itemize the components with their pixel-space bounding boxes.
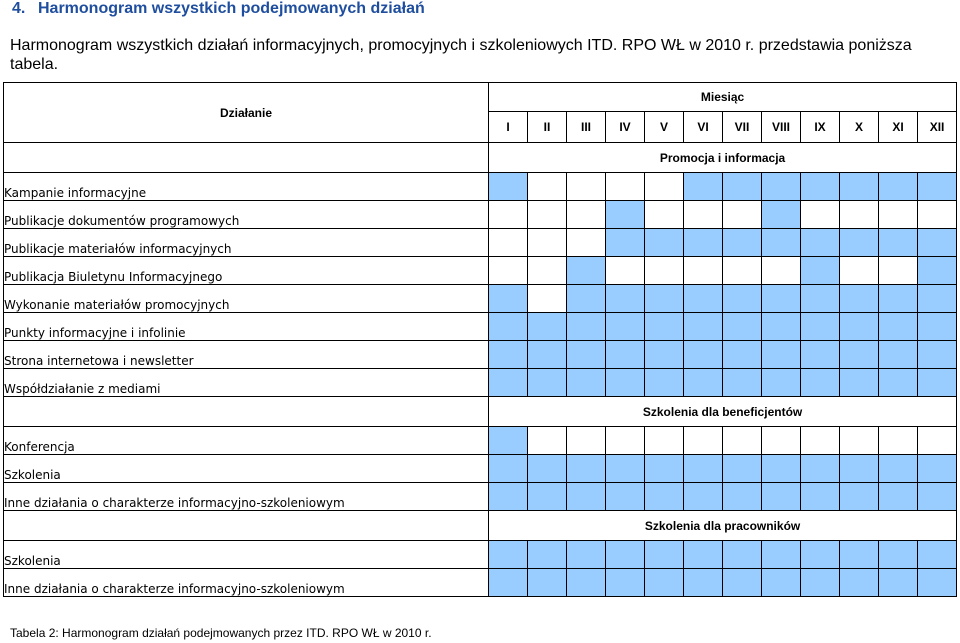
schedule-cell-filled [840, 173, 879, 201]
schedule-cell-empty [840, 427, 879, 455]
schedule-cell-filled [489, 313, 528, 341]
section-title: Promocja i informacja [489, 143, 957, 173]
month-header: XII [918, 112, 957, 143]
schedule-cell-filled [879, 455, 918, 483]
schedule-cell-empty [528, 427, 567, 455]
schedule-cell-filled [762, 569, 801, 597]
schedule-cell-empty [567, 229, 606, 257]
schedule-cell-filled [723, 229, 762, 257]
schedule-cell-empty [723, 201, 762, 229]
schedule-cell-filled [606, 541, 645, 569]
section-spacer [4, 143, 489, 173]
schedule-cell-filled [840, 369, 879, 397]
schedule-cell-filled [879, 313, 918, 341]
schedule-cell-filled [801, 455, 840, 483]
schedule-cell-filled [645, 313, 684, 341]
section-spacer [4, 511, 489, 541]
schedule-cell-empty [684, 427, 723, 455]
schedule-cell-filled [645, 341, 684, 369]
schedule-cell-filled [879, 229, 918, 257]
schedule-cell-empty [645, 257, 684, 285]
schedule-cell-filled [879, 541, 918, 569]
schedule-cell-filled [840, 313, 879, 341]
schedule-cell-empty [567, 201, 606, 229]
schedule-cell-filled [606, 483, 645, 511]
schedule-cell-filled [567, 341, 606, 369]
section-row [4, 511, 957, 541]
schedule-cell-empty [489, 201, 528, 229]
schedule-cell-filled [762, 341, 801, 369]
schedule-cell-filled [645, 483, 684, 511]
schedule-cell-filled [801, 369, 840, 397]
schedule-cell-filled [606, 285, 645, 313]
month-header: I [489, 112, 528, 143]
schedule-cell-filled [489, 569, 528, 597]
schedule-cell-empty [645, 173, 684, 201]
header-row [4, 83, 957, 112]
schedule-cell-filled [879, 341, 918, 369]
schedule-cell-filled [489, 483, 528, 511]
month-header: IX [801, 112, 840, 143]
schedule-cell-empty [528, 257, 567, 285]
schedule-cell-empty [840, 257, 879, 285]
schedule-cell-filled [645, 285, 684, 313]
month-header: II [528, 112, 567, 143]
schedule-cell-filled [723, 285, 762, 313]
schedule-cell-filled [645, 229, 684, 257]
schedule-cell-filled [567, 369, 606, 397]
schedule-cell-filled [918, 173, 957, 201]
table-row [4, 173, 957, 201]
activity-label: Szkolenia [4, 455, 489, 483]
schedule-cell-empty [567, 427, 606, 455]
schedule-cell-empty [879, 201, 918, 229]
schedule-cell-empty [879, 257, 918, 285]
schedule-cell-filled [840, 341, 879, 369]
schedule-cell-filled [918, 257, 957, 285]
schedule-cell-filled [918, 313, 957, 341]
month-header: X [840, 112, 879, 143]
schedule-cell-empty [606, 257, 645, 285]
activity-label: Współdziałanie z mediami [4, 369, 489, 397]
schedule-cell-filled [762, 369, 801, 397]
schedule-cell-filled [762, 455, 801, 483]
schedule-cell-filled [723, 369, 762, 397]
schedule-cell-filled [801, 285, 840, 313]
schedule-cell-empty [762, 257, 801, 285]
schedule-cell-filled [684, 569, 723, 597]
schedule-cell-empty [918, 201, 957, 229]
schedule-cell-filled [684, 541, 723, 569]
activity-label: Publikacja Biuletynu Informacyjnego [4, 257, 489, 285]
schedule-cell-filled [684, 483, 723, 511]
schedule-cell-empty [840, 201, 879, 229]
schedule-cell-filled [840, 483, 879, 511]
schedule-cell-filled [762, 285, 801, 313]
schedule-cell-filled [489, 173, 528, 201]
schedule-cell-filled [918, 483, 957, 511]
schedule-cell-empty [684, 257, 723, 285]
schedule-cell-filled [801, 173, 840, 201]
schedule-cell-filled [840, 229, 879, 257]
schedule-cell-empty [645, 427, 684, 455]
month-header: V [645, 112, 684, 143]
schedule-cell-filled [723, 455, 762, 483]
month-header: XI [879, 112, 918, 143]
schedule-cell-empty [528, 285, 567, 313]
schedule-cell-empty [528, 201, 567, 229]
schedule-cell-filled [801, 229, 840, 257]
month-header: IV [606, 112, 645, 143]
schedule-cell-filled [762, 201, 801, 229]
schedule-cell-filled [684, 455, 723, 483]
schedule-cell-filled [918, 229, 957, 257]
schedule-cell-filled [567, 483, 606, 511]
table-row [4, 313, 957, 341]
schedule-cell-filled [840, 569, 879, 597]
schedule-cell-filled [918, 541, 957, 569]
schedule-cell-filled [801, 541, 840, 569]
schedule-cell-filled [684, 229, 723, 257]
section-number: 4. [12, 0, 26, 17]
section-title: Szkolenia dla pracowników [489, 511, 957, 541]
activity-label: Strona internetowa i newsletter [4, 341, 489, 369]
table-row [4, 427, 957, 455]
schedule-cell-filled [762, 541, 801, 569]
schedule-cell-filled [723, 173, 762, 201]
schedule-cell-filled [567, 569, 606, 597]
schedule-cell-empty [801, 427, 840, 455]
section-title: Harmonogram wszystkich podejmowanych działań [38, 0, 425, 17]
schedule-cell-filled [489, 341, 528, 369]
table-caption: Tabela 2: Harmonogram działań podejmowanych przez ITD. RPO WŁ w 2010 r. [10, 626, 432, 640]
schedule-cell-filled [840, 285, 879, 313]
schedule-cell-filled [606, 201, 645, 229]
schedule-cell-filled [528, 369, 567, 397]
section-row [4, 143, 957, 173]
table-row [4, 483, 957, 511]
schedule-cell-filled [879, 285, 918, 313]
schedule-cell-filled [606, 369, 645, 397]
schedule-cell-filled [645, 541, 684, 569]
schedule-cell-filled [684, 369, 723, 397]
activity-column-header: Działanie [4, 83, 489, 143]
schedule-cell-filled [723, 313, 762, 341]
schedule-cell-filled [762, 483, 801, 511]
table-row [4, 455, 957, 483]
table-row [4, 541, 957, 569]
schedule-cell-filled [528, 341, 567, 369]
table-row [4, 285, 957, 313]
schedule-cell-empty [918, 427, 957, 455]
activity-label: Publikacje dokumentów programowych [4, 201, 489, 229]
schedule-cell-filled [684, 341, 723, 369]
schedule-cell-filled [723, 569, 762, 597]
schedule-cell-filled [528, 569, 567, 597]
schedule-cell-filled [918, 285, 957, 313]
schedule-cell-filled [879, 569, 918, 597]
table-row [4, 369, 957, 397]
schedule-cell-filled [606, 341, 645, 369]
schedule-cell-filled [606, 229, 645, 257]
schedule-cell-filled [801, 257, 840, 285]
schedule-cell-filled [879, 483, 918, 511]
schedule-cell-filled [606, 455, 645, 483]
schedule-cell-filled [645, 455, 684, 483]
schedule-cell-empty [606, 427, 645, 455]
activity-label: Szkolenia [4, 541, 489, 569]
section-title: Szkolenia dla beneficjentów [489, 397, 957, 427]
schedule-cell-filled [684, 285, 723, 313]
activity-label: Kampanie informacyjne [4, 173, 489, 201]
schedule-cell-empty [879, 427, 918, 455]
schedule-cell-filled [489, 427, 528, 455]
schedule-cell-filled [723, 483, 762, 511]
schedule-cell-filled [528, 483, 567, 511]
activity-label: Konferencja [4, 427, 489, 455]
schedule-cell-filled [762, 229, 801, 257]
schedule-cell-filled [840, 541, 879, 569]
schedule-cell-empty [606, 173, 645, 201]
schedule-cell-empty [723, 427, 762, 455]
schedule-cell-filled [567, 455, 606, 483]
schedule-cell-empty [489, 257, 528, 285]
schedule-cell-filled [879, 173, 918, 201]
schedule-cell-empty [528, 229, 567, 257]
schedule-cell-filled [528, 541, 567, 569]
schedule-cell-filled [723, 541, 762, 569]
table-row [4, 569, 957, 597]
month-header: III [567, 112, 606, 143]
schedule-cell-empty [801, 201, 840, 229]
activity-label: Inne działania o charakterze informacyjno-szkoleniowym [4, 569, 489, 597]
schedule-cell-filled [801, 313, 840, 341]
activity-label: Wykonanie materiałów promocyjnych [4, 285, 489, 313]
schedule-cell-empty [762, 427, 801, 455]
schedule-cell-filled [567, 541, 606, 569]
activity-label: Publikacje materiałów informacyjnych [4, 229, 489, 257]
schedule-cell-filled [762, 173, 801, 201]
schedule-cell-filled [801, 341, 840, 369]
schedule-cell-filled [645, 569, 684, 597]
schedule-cell-filled [606, 313, 645, 341]
schedule-cell-filled [918, 341, 957, 369]
table-row [4, 229, 957, 257]
schedule-cell-filled [489, 541, 528, 569]
schedule-cell-filled [879, 369, 918, 397]
schedule-table [3, 82, 957, 597]
month-header: VIII [762, 112, 801, 143]
schedule-cell-empty [489, 229, 528, 257]
table-row [4, 341, 957, 369]
schedule-cell-empty [684, 201, 723, 229]
schedule-cell-filled [489, 369, 528, 397]
intro-paragraph: Harmonogram wszystkich działań informacyjnych, promocyjnych i szkoleniowych ITD. RPO WŁ w 2010 r. przedstawia poniższa tabela. [10, 37, 912, 73]
schedule-cell-filled [489, 455, 528, 483]
activity-label: Inne działania o charakterze informacyjno-szkoleniowym [4, 483, 489, 511]
schedule-cell-filled [918, 455, 957, 483]
schedule-cell-empty [567, 173, 606, 201]
schedule-cell-filled [567, 313, 606, 341]
table-row [4, 257, 957, 285]
schedule-cell-filled [528, 313, 567, 341]
schedule-cell-filled [918, 369, 957, 397]
section-row [4, 397, 957, 427]
schedule-cell-filled [762, 313, 801, 341]
schedule-cell-filled [489, 285, 528, 313]
schedule-cell-filled [918, 569, 957, 597]
month-header: VI [684, 112, 723, 143]
section-spacer [4, 397, 489, 427]
schedule-cell-filled [801, 569, 840, 597]
schedule-cell-filled [645, 369, 684, 397]
schedule-cell-filled [567, 257, 606, 285]
month-column-header: Miesiąc [489, 83, 957, 112]
schedule-cell-filled [840, 455, 879, 483]
schedule-cell-filled [606, 569, 645, 597]
schedule-cell-filled [684, 313, 723, 341]
table-row [4, 201, 957, 229]
schedule-cell-empty [723, 257, 762, 285]
schedule-cell-empty [645, 201, 684, 229]
section-heading [12, 0, 425, 18]
schedule-cell-filled [528, 455, 567, 483]
schedule-cell-filled [567, 285, 606, 313]
activity-label: Punkty informacyjne i infolinie [4, 313, 489, 341]
schedule-cell-filled [801, 483, 840, 511]
schedule-cell-empty [528, 173, 567, 201]
schedule-cell-filled [684, 173, 723, 201]
month-header: VII [723, 112, 762, 143]
schedule-cell-filled [723, 341, 762, 369]
